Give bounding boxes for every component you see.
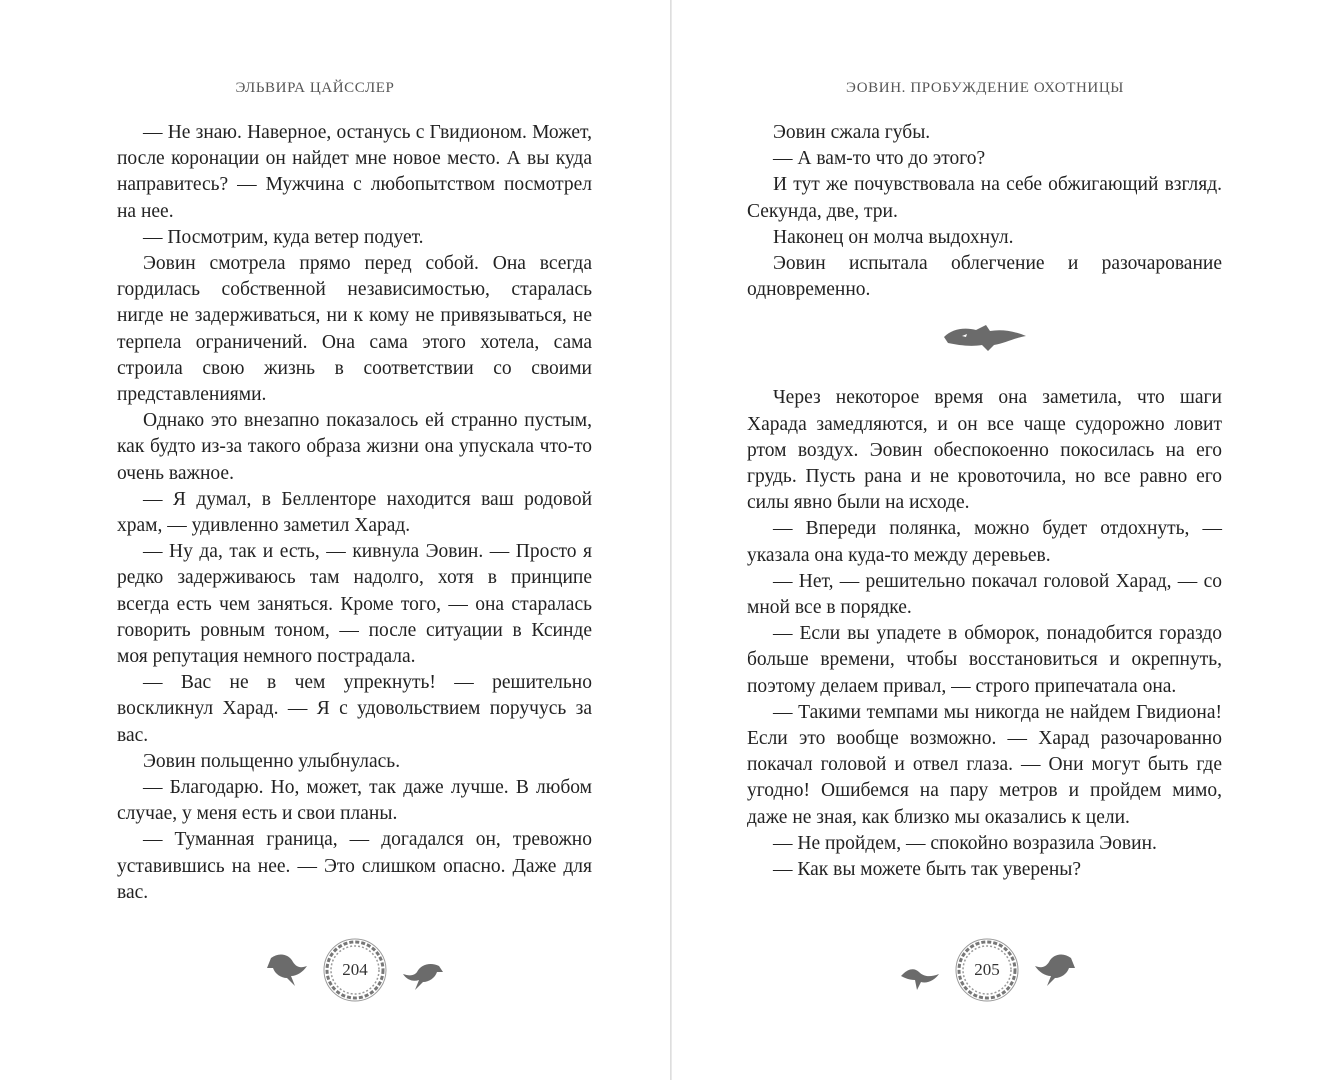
page-number: 204	[342, 960, 368, 979]
paragraph: Эовин испытала облегчение и разочарование одновременно.	[747, 253, 1222, 301]
left-body-text	[117, 120, 592, 906]
paragraph: Эовин сжала губы.	[773, 122, 931, 143]
paragraph: Через некоторое время она заметила, что шаги Харада замедляются, и он все чаще судорожно ловит ртом воздух. Эовин обеспокоенно покосилась на его грудь. Пусть рана и не кровоточила, но все равно его силы явно были на исходе.	[747, 387, 1222, 514]
paragraph: — Если вы упадете в обморок, понадобится гораздо больше времени, чтобы восстановиться и окрепнуть, поэтому делаем привал, — строго припечатала она.	[747, 623, 1222, 697]
paragraph: — Благодарю. Но, может, так даже лучше. В любом случае, у меня есть и свои планы.	[117, 777, 592, 825]
right-running-head: ЭОВИН. ПРОБУЖДЕНИЕ ОХОТНИЦЫ	[846, 80, 1124, 96]
braided-ring-icon	[323, 938, 387, 1002]
paragraph: — Вас не в чем упрекнуть! — решительно воскликнул Харад. — Я с удовольствием поручусь за вас.	[117, 672, 592, 746]
right-body-text	[747, 120, 1222, 883]
paragraph: — А вам-то что до этого?	[773, 148, 986, 170]
paragraph: — Не знаю. Наверное, останусь с Гвидионом. Может, после коронации он найдет мне новое место. А вы куда направитесь? — Мужчина с любопытством посмотрел на нее.	[117, 122, 592, 222]
raven-icon	[897, 946, 945, 994]
section-break	[747, 315, 1222, 361]
paragraph: И тут же почувствовала на себе обжигающий взгляд. Секунда, две, три.	[747, 174, 1222, 222]
raven-icon	[1029, 946, 1077, 994]
paragraph: Эовин смотрела прямо перед собой. Она всегда гордилась собственной независимостью, старалась нигде не задерживаться, ни к кому не привязываться, не терпела ограничений. Она сама этого хотела, сама строила свою жизнь в соответствии со своими представлениями.	[117, 253, 592, 406]
paragraph: — Я думал, в Белленторе находится ваш родовой храм, — удивленно заметил Харад.	[117, 488, 592, 537]
paragraph: — Ну да, так и есть, — кивнула Эовин. — Просто я редко задерживаюсь там надолго, хотя в принципе всегда есть чем заняться. Кроме того, — она старалась говорить ровным тоном, — после ситуации в Ксинде моя репутация немного пострадала.	[117, 541, 592, 668]
paragraph: — Впереди полянка, можно будет отдохнуть, — указала она куда-то между деревьев.	[747, 518, 1222, 566]
paragraph: Эовин польщенно улыбнулась.	[143, 750, 401, 772]
right-folio	[897, 936, 1077, 1004]
left-running-head: ЭЛЬВИРА ЦАЙССЛЕР	[235, 80, 395, 96]
page-number: 205	[974, 960, 1000, 979]
paragraph: — Как вы можете быть так уверены?	[773, 859, 1082, 881]
paragraph: Однако это внезапно показалось ей странно пустым, как будто из-за такого образа жизни она упускала что-то очень важное.	[117, 410, 592, 484]
paragraph: — Туманная граница, — догадался он, тревожно уставившись на нее. — Это слишком опасно. Даже для вас.	[117, 829, 592, 903]
paragraph: — Нет, — решительно покачал головой Харад, — со мной все в порядке.	[747, 570, 1222, 619]
left-folio	[265, 936, 445, 1004]
raven-icon	[265, 946, 313, 994]
wolf-head-ornament-icon	[942, 321, 1028, 355]
braided-ring-icon	[955, 938, 1019, 1002]
paragraph: Наконец он молча выдохнул.	[773, 226, 1014, 248]
paragraph: — Посмотрим, куда ветер подует.	[143, 226, 424, 248]
raven-icon	[397, 946, 445, 994]
paragraph: — Не пройдем, — спокойно возразила Эовин.	[773, 832, 1157, 854]
right-page	[672, 0, 1342, 1080]
left-page	[0, 0, 670, 1080]
paragraph: — Такими темпами мы никогда не найдем Гвидиона! Если это вообще возможно. — Харад разочарованно покачал головой и отвел глаза. — Они могут быть где угодно! Ошибемся на пару метров и пройдем мимо, даже не зная, как близко мы оказались к цели.	[747, 701, 1222, 828]
